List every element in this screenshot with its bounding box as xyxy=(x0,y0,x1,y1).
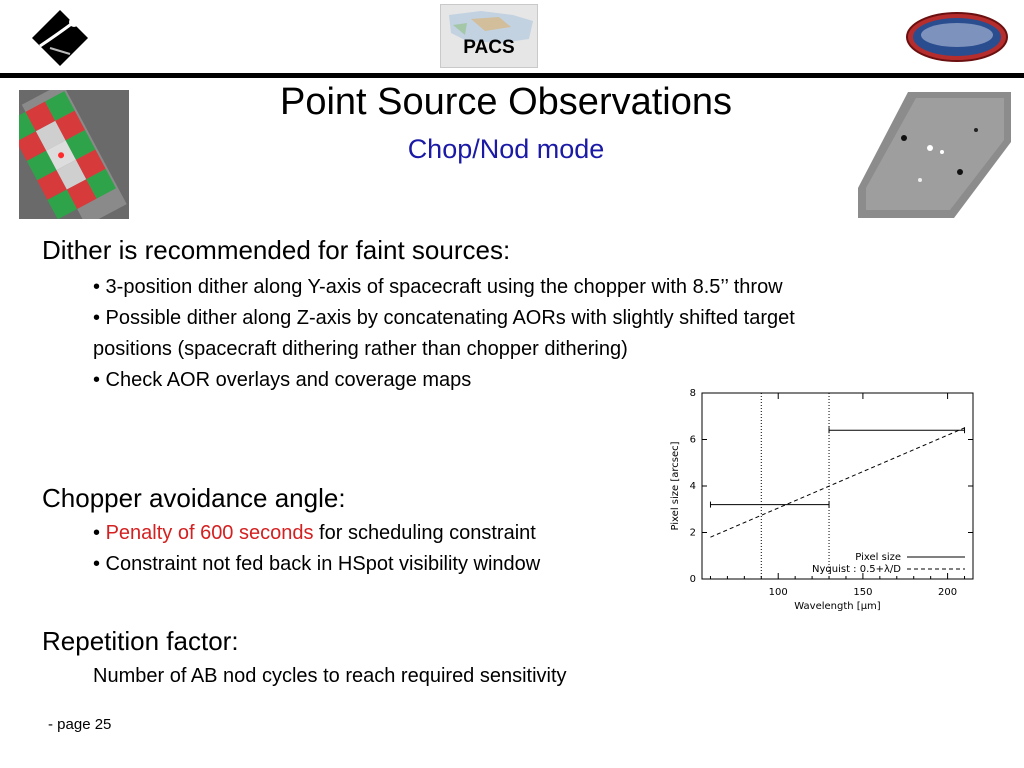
chop-nod-footprint-image xyxy=(19,90,129,219)
chopper-bullet-1 xyxy=(93,521,536,545)
x-axis-label: Wavelength [μm] xyxy=(794,601,881,612)
x-tick-label: 100 xyxy=(768,587,788,598)
dither-bullet-2-continued: positions (spacecraft dithering rather than chopper dithering) xyxy=(93,338,628,360)
y-tick-label: 0 xyxy=(689,574,696,585)
header-rule xyxy=(0,73,1024,78)
page-title: Point Source Observations xyxy=(279,81,732,123)
x-tick-label: 200 xyxy=(938,587,958,598)
chopper-bullet-2: • Constraint not fed back in HSpot visibility window xyxy=(93,553,541,575)
herschel-logo xyxy=(30,8,90,68)
nhsc-logo xyxy=(905,11,1009,63)
dither-bullet-2: • Possible dither along Z-axis by concatenating AORs with slightly shifted target xyxy=(93,307,795,329)
pixel-size-chart xyxy=(662,383,982,623)
dither-heading: Dither is recommended for faint sources: xyxy=(42,235,511,265)
page-number: - page 25 xyxy=(48,716,112,733)
y-tick-label: 6 xyxy=(689,434,696,446)
y-tick-label: 2 xyxy=(689,527,696,539)
y-axis-label: Pixel size [arcsec] xyxy=(670,441,681,531)
dither-bullet-3: • Check AOR overlays and coverage maps xyxy=(93,369,472,391)
nyquist-line xyxy=(710,428,964,537)
chopper-bullet-1-rest: for scheduling constraint xyxy=(313,522,536,544)
legend-label: Pixel size xyxy=(855,552,901,563)
penalty-highlight: Penalty of 600 seconds xyxy=(105,522,314,544)
legend-label: Nyquist : 0.5+λ/D xyxy=(812,564,901,575)
x-tick-label: 150 xyxy=(853,587,873,598)
repetition-factor-text: Number of AB nod cycles to reach required sensitivity xyxy=(93,665,567,687)
observed-map-image xyxy=(858,92,1011,218)
dither-bullet-1: • 3-position dither along Y-axis of spacecraft using the chopper with 8.5’’ throw xyxy=(93,276,783,298)
chopper-bullet-1-prefix: • xyxy=(93,522,106,544)
y-tick-label: 8 xyxy=(689,388,696,399)
repetition-factor-heading: Repetition factor: xyxy=(42,626,239,656)
page-subtitle: Chop/Nod mode xyxy=(407,134,605,164)
chopper-avoidance-heading: Chopper avoidance angle: xyxy=(42,483,346,513)
pacs-logo-label: PACS xyxy=(463,37,515,58)
pacs-logo xyxy=(440,4,538,68)
y-tick-label: 4 xyxy=(689,481,696,492)
chart-frame xyxy=(702,393,973,579)
